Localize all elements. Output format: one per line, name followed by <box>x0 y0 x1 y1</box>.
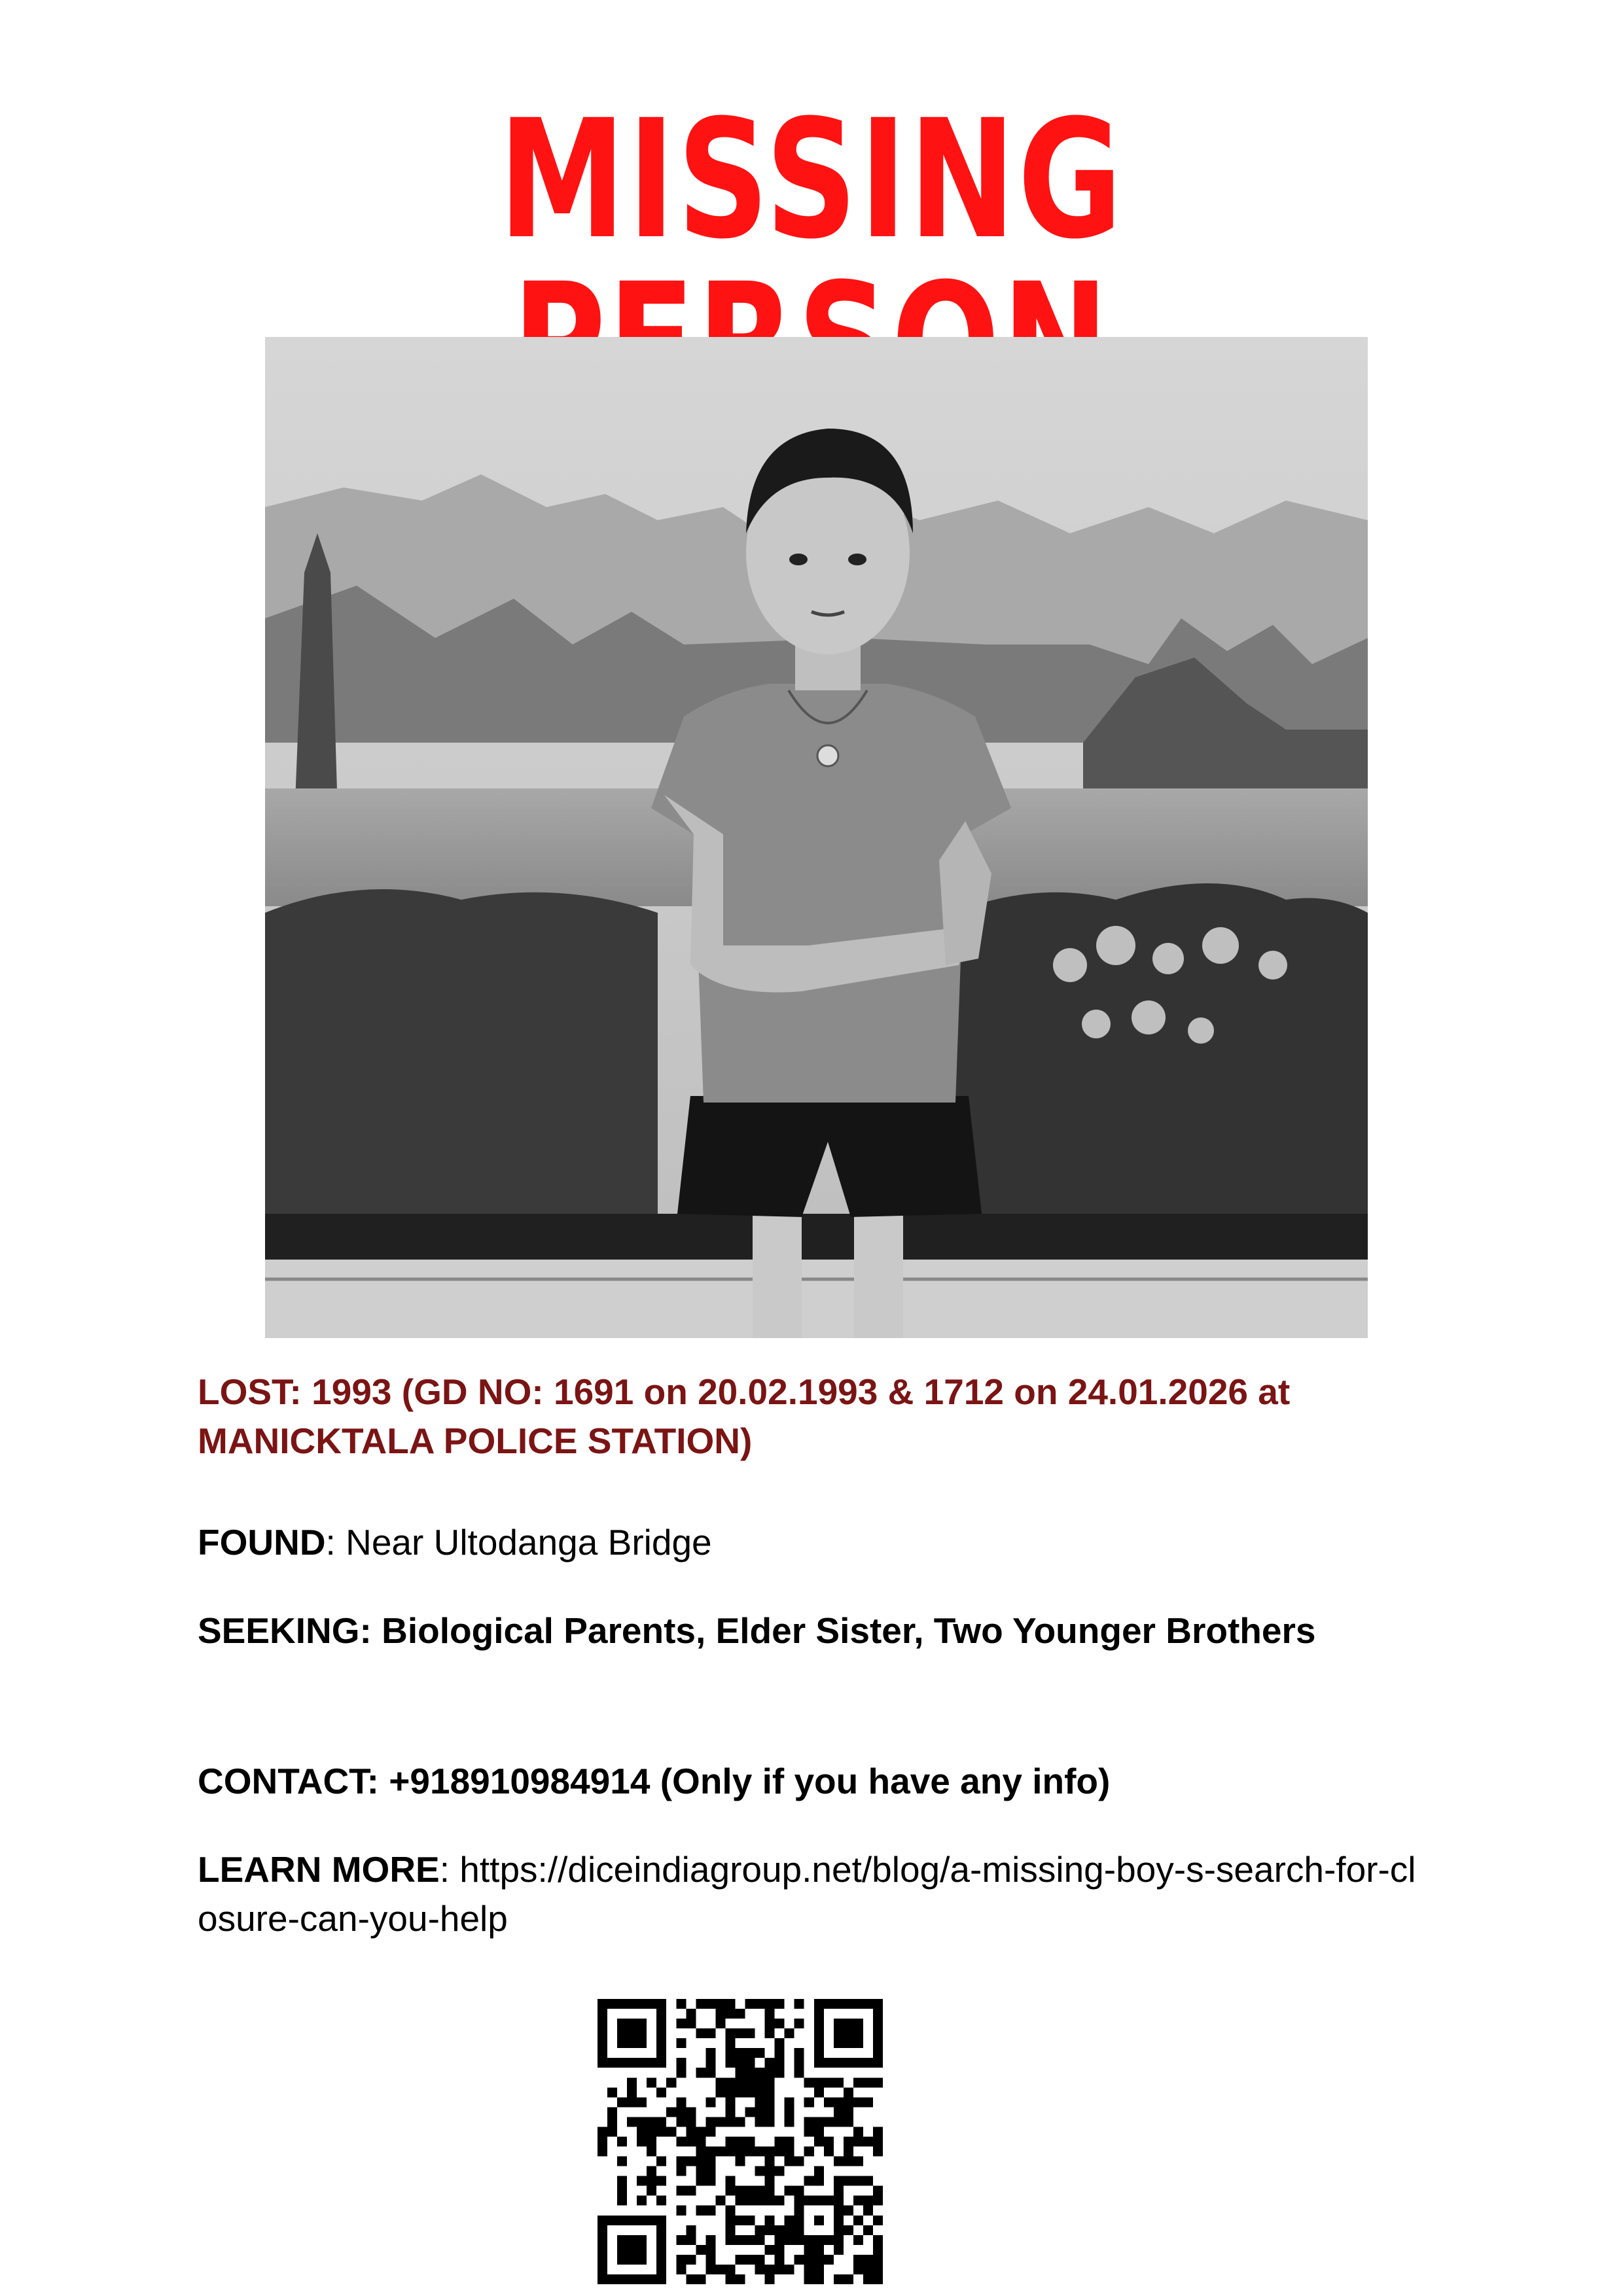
contact-info: CONTACT: +918910984914 (Only if you have any info) <box>198 1761 1111 1801</box>
learn-more-link[interactable]: : https://diceindiagroup.net/blog/a-missing-boy-s-search-for-closure-can-you-help <box>198 1849 1416 1939</box>
qr-code-icon[interactable] <box>597 1999 883 2284</box>
found-label: FOUND <box>198 1522 326 1563</box>
page-title: MISSING <box>498 84 1125 275</box>
learn-more-info <box>198 1845 1428 1943</box>
found-value: : Near Ultodanga Bridge <box>325 1522 712 1563</box>
learn-more-label: LEARN MORE <box>198 1849 440 1890</box>
found-info <box>198 1518 1428 1567</box>
missing-child-photo <box>265 337 1368 1338</box>
seeking-info: SEEKING: Biological Parents, Elder Sister, Two Younger Brothers <box>198 1610 1316 1651</box>
lost-info: LOST: 1993 (GD NO: 1691 on 20.02.1993 & 1712 on 24.01.2026 at MANICKTALA POLICE STATION) <box>198 1371 1291 1461</box>
